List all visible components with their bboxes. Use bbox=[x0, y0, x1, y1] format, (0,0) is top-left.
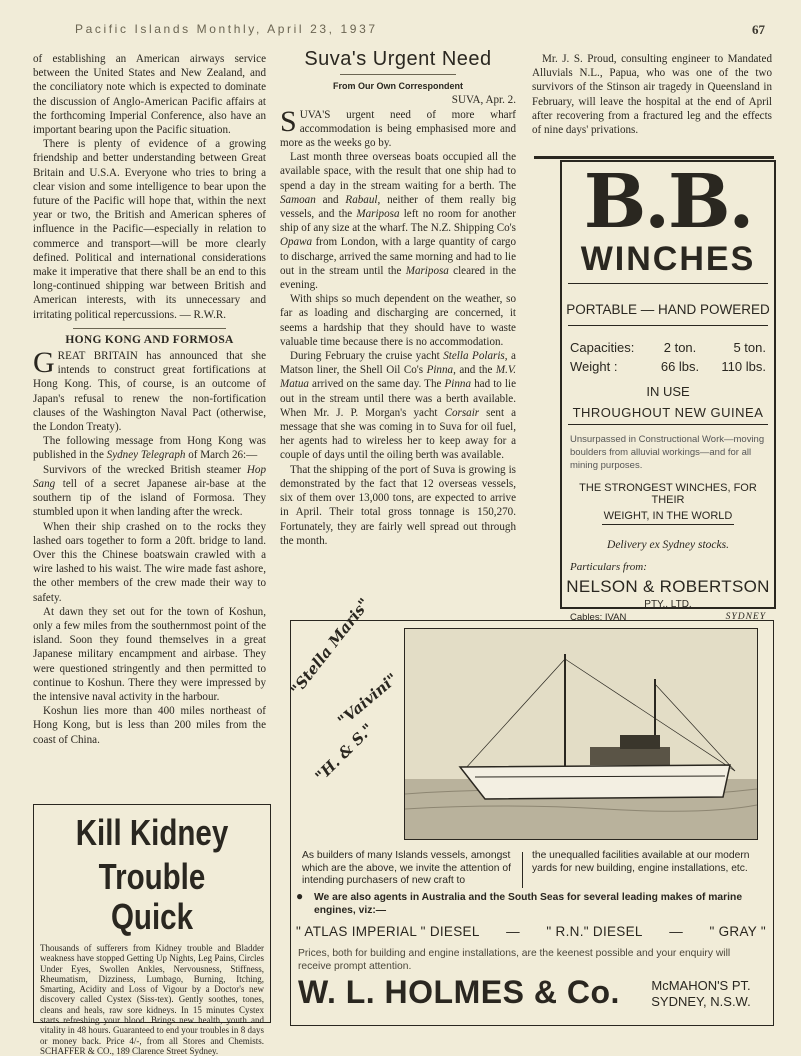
bullet-icon: ● bbox=[296, 889, 304, 903]
delivery-text: Delivery ex Sydney stocks. bbox=[607, 539, 729, 551]
column-3 bbox=[532, 52, 772, 137]
page-header bbox=[0, 22, 801, 42]
ad-body: Thousands of sufferers from Kidney trouble and Bladder weakness have stopped Getting Up Nights, Leg Pains, Circles Under Eyes, Swollen Ankles, Nervousness, Stiffness, Rheumatism, Dizziness, Lumbago, Burning, Itching, Smarting, Acidity and Loss of Vigour by a Doctor's new discovery called Cystex (Siss-tex). Gently soothes, tones, cleans and heals, raw sore kidneys. In 15 minutes Cystex starts refreshing your blood. Brings new health, youth and vitality in 48 hours. Guaranteed to end your troubles in 8 days or money back. Price 4/-, from all Stores and Chemists. SCHAFFER & CO., 189 Clarence Street Sydney. bbox=[40, 943, 264, 1056]
firm-pty: PTY., LTD. bbox=[644, 599, 692, 610]
holmes-address-1: McMAHON'S PT. bbox=[651, 978, 751, 993]
vessel-name-1: "Stella Maris" bbox=[286, 594, 374, 699]
paragraph: That the shipping of the port of Suva is growing is demonstrated by the fact that 12 overseas vessels, six of them over 13,000 tons, are expected to arrive in April. Their total gross tonnage is 150,270. Fortunately, they are fairly well spread out through the month. bbox=[280, 463, 516, 547]
vessel-photo bbox=[404, 628, 758, 840]
paragraph: Mr. J. S. Proud, consulting engineer to Mandated Alluvials N.L., Papua, who was one of the two survivors of the Stinson air tragedy in Queensland in February, will leave the hospital at the end of April after recovering from a fractured leg and the effects of nine days' privations. bbox=[532, 53, 772, 137]
article-headline: Suva's Urgent Need bbox=[304, 48, 492, 70]
winches-brand: WINCHES bbox=[580, 240, 756, 278]
paragraph: GREAT BRITAIN has announced that she intends to construct great fortifications at Hong Kong. This, of course, is an outcome of Japan's refusal to renew the non-fortification clauses of the Washington Naval Pact (otherwise, the London Treaty). bbox=[33, 346, 266, 434]
particulars-text: Particulars from: bbox=[570, 561, 647, 573]
engine-rn: " R.N." DIESEL bbox=[546, 924, 643, 939]
column-2 bbox=[280, 48, 517, 548]
paragraph: There is plenty of evidence of a growing friendship and better understanding between Great Britain and U.S.A. Everyone who tries to bring a clear vision and some intelligence to bear upon the future of the Pacific will hope that, within the next year or two, the British and American spheres of influence in the Pacific—especially in relation to commerce and transport—will be more clearly defined. Political and international considerations make it imperative that there shall be an end to this long-continued shipping war between British and American interests, with its unnecessary and irritating political repercussions. — R.W.R. bbox=[33, 138, 266, 321]
engines-row bbox=[296, 924, 766, 939]
column-1 bbox=[33, 52, 266, 747]
ad-headline-1: Kill Kidney bbox=[75, 812, 229, 853]
kidney-ad bbox=[33, 804, 271, 1056]
strongest-line1: THE STRONGEST WINCHES, FOR THEIR bbox=[579, 482, 757, 506]
unsurpassed-text: Unsurpassed in Constructional Work—moving boulders from alluvial workings—and for all mining purposes. bbox=[570, 434, 765, 471]
in-use-line1: IN USE bbox=[646, 384, 690, 399]
divider bbox=[73, 328, 226, 329]
paragraph: Last month three overseas boats occupied all the available space, with the result that one ship had to spend a day in the stream waiting for a berth. The Samoan and Rabaul, neither of them really big vessels, and the Mariposa left no room for another ship of any size at the wharf. The N.Z. Shipping Co's Opawa from London, with a large quantity of cargo to discharge, arrived the same morning and had to lie out in the stream until the Mariposa cleared in the evening. bbox=[280, 151, 516, 292]
holmes-firm: W. L. HOLMES & Co. bbox=[298, 974, 620, 1010]
drop-cap: G bbox=[33, 346, 55, 380]
paragraph: Koshun lies more than 400 miles northeast of Hong Kong, but is less than 200 miles from the coast of China. bbox=[33, 705, 266, 746]
paragraph: The following message from Hong Kong was published in the Sydney Telegraph of March 26:— bbox=[33, 435, 266, 462]
strongest-line2: WEIGHT, IN THE WORLD bbox=[603, 510, 733, 522]
publication-title: Pacific Islands Monthly, April 23, 1937 bbox=[75, 22, 378, 36]
ad-headline-2: Trouble Quick bbox=[98, 856, 206, 937]
holmes-address-2: SYDNEY, N.S.W. bbox=[651, 994, 751, 1009]
firm-name: NELSON & ROBERTSON bbox=[566, 577, 770, 596]
bb-logo: B.B. bbox=[583, 159, 753, 245]
drop-cap: S bbox=[280, 104, 297, 138]
byline: From Our Own Correspondent bbox=[332, 81, 463, 92]
section-heading: HONG KONG AND FORMOSA bbox=[65, 333, 234, 346]
capacities-row: Capacities: 2 ton. 5 ton. bbox=[570, 340, 766, 355]
page-number: 67 bbox=[752, 22, 765, 37]
dash: — bbox=[506, 924, 520, 939]
vessel-name-2: "Vaivini" bbox=[334, 669, 402, 730]
engine-gray: " GRAY " bbox=[709, 924, 766, 939]
tagline: PORTABLE — HAND POWERED bbox=[566, 302, 770, 317]
engine-atlas: " ATLAS IMPERIAL " DIESEL bbox=[296, 924, 480, 939]
weight-row: Weight : 66 lbs. 110 lbs. bbox=[570, 359, 766, 374]
paragraph: At dawn they set out for the town of Koshun, only a few miles from the southernmost point of the island. Soon they found themselves in a great Japanese military encampment and airbase. They were questioned stringently and then permitted to continue to Koshun. There they were impressed by the intensive naval activity in the harbour. bbox=[33, 605, 266, 703]
agents-text: ● We are also agents in Australia and the South Seas for several leading makes of marine engines, viz:— bbox=[296, 889, 743, 916]
ship-illustration bbox=[405, 629, 757, 839]
paragraph: With ships so much dependent on the weather, so far as loading and discharging are concerned, it seems a hardship that they should have to waste valuable time because there is no accommodation. bbox=[280, 293, 516, 348]
in-use-line2: THROUGHOUT NEW GUINEA bbox=[572, 405, 764, 420]
dateline: SUVA, Apr. 2. bbox=[451, 94, 516, 107]
paragraph: When their ship crashed on to the rocks they lashed oars together to form a 20ft. bridge to land. Over this the Chinese boatswain crawled with a wire lashed to his waist. The wire made fast ashore, the other members of the crew made their way to safety. bbox=[33, 520, 266, 604]
cables-row: Cables: IVAN SYDNEY bbox=[570, 612, 766, 623]
paragraph: of establishing an American airways service between the United States and New Zealand, and the conciliatory note which is expected to dominate the discussion of Anglo-American Pacific affairs at the forthcoming Imperial Conference, also have an important bearing upon the Pacific situation. bbox=[33, 53, 266, 137]
divider bbox=[522, 852, 523, 888]
dash: — bbox=[669, 924, 683, 939]
paragraph: SUVA'S urgent need of more wharf accommodation is being emphasised more and more as the weeks go by. bbox=[280, 104, 516, 150]
prices-text: Prices, both for building and engine installations, are the keenest possible and your enquiry will receive prompt attention. bbox=[298, 948, 731, 972]
paragraph: During February the cruise yacht Stella Polaris, a Matson liner, the Shell Oil Co's Pinna, and the M.V. Matua arrived on the same day. The Pinna had to lie out in the stream until there was a berth available. When Mr. J. P. Morgan's yacht Corsair sent a message that she was coming in to Suva for oil fuel, her agents had to wireless her to keep away for a couple of days until the oiling berth was available. bbox=[280, 350, 517, 462]
divider bbox=[340, 74, 456, 75]
holmes-left-text: As builders of many Islands vessels, amongst which are the above, we invite the attention of intending purchasers of new craft to bbox=[302, 850, 511, 886]
vessel-name-3: "H. & S." bbox=[311, 719, 378, 786]
holmes-right-text: the unequalled facilities available at our modern yards for new building, engine installations, etc. bbox=[532, 850, 750, 874]
paragraph: Survivors of the wrecked British steamer Hop Sang tell of a secret Japanese air-base at the southern tip of the island of Formosa. They stumbled upon it when landing after the wreck. bbox=[33, 463, 266, 519]
bb-winches-ad bbox=[560, 159, 776, 623]
